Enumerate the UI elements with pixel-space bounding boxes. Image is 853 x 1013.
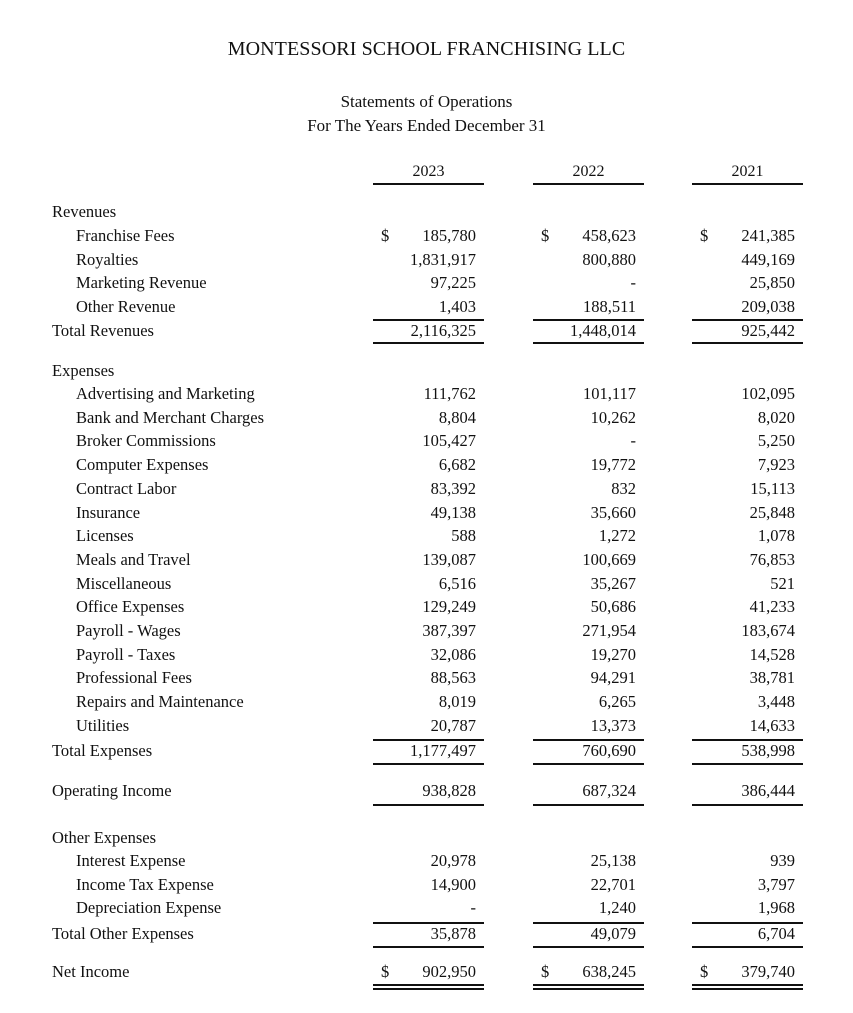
value-cell bbox=[533, 962, 644, 984]
value-cell bbox=[533, 741, 644, 763]
value-cell bbox=[373, 321, 484, 343]
amount: 129,249 bbox=[422, 597, 476, 617]
amount: 185,780 bbox=[422, 226, 476, 245]
amount: 1,831,917 bbox=[410, 249, 476, 269]
other-expense-row bbox=[0, 851, 853, 875]
other-expense-row bbox=[0, 898, 853, 922]
value-cell bbox=[692, 250, 803, 272]
amount: 902,950 bbox=[422, 962, 476, 981]
statement-period: For The Years Ended December 31 bbox=[307, 116, 546, 135]
row-label: Bank and Merchant Charges bbox=[76, 407, 265, 427]
value-cell bbox=[692, 297, 803, 319]
revenue-row bbox=[0, 226, 853, 250]
amount: - bbox=[470, 898, 476, 918]
value-cell bbox=[373, 692, 484, 714]
underline bbox=[692, 804, 803, 806]
row-label: Advertising and Marketing bbox=[76, 384, 255, 403]
amount: 7,923 bbox=[757, 455, 795, 475]
amount: 241,385 bbox=[741, 226, 795, 245]
underline bbox=[533, 763, 644, 765]
value-cell bbox=[533, 898, 644, 920]
amount: 938,828 bbox=[422, 781, 476, 800]
row-label: Contract Labor bbox=[76, 478, 177, 498]
value-cell bbox=[692, 273, 803, 295]
amount: 25,848 bbox=[749, 502, 795, 522]
value-cell bbox=[373, 526, 484, 548]
value-cell bbox=[692, 455, 803, 477]
amount: 20,787 bbox=[430, 715, 476, 735]
value-cell bbox=[373, 574, 484, 596]
row-label: Total Revenues bbox=[52, 321, 154, 340]
currency-symbol: $ bbox=[541, 962, 550, 981]
amount: 3,448 bbox=[757, 692, 795, 712]
amount: 6,516 bbox=[438, 573, 476, 593]
row-label: Total Other Expenses bbox=[52, 924, 194, 943]
amount: 13,373 bbox=[590, 715, 636, 735]
amount: 6,682 bbox=[438, 455, 476, 475]
amount: 35,878 bbox=[430, 924, 476, 943]
expense-row bbox=[0, 455, 853, 479]
amount: 14,528 bbox=[749, 644, 795, 664]
amount: 1,448,014 bbox=[570, 321, 636, 340]
value-cell bbox=[373, 479, 484, 501]
amount: 1,177,497 bbox=[410, 741, 476, 760]
underline bbox=[692, 342, 803, 344]
row-label: Computer Expenses bbox=[76, 455, 209, 475]
row-label: Other Revenue bbox=[76, 297, 176, 317]
amount: 139,087 bbox=[422, 549, 476, 569]
value-cell bbox=[692, 781, 803, 803]
value-cell bbox=[373, 226, 484, 248]
value-cell bbox=[692, 741, 803, 763]
amount: 271,954 bbox=[582, 621, 636, 640]
currency-symbol: $ bbox=[700, 962, 709, 981]
row-label: Licenses bbox=[76, 526, 134, 546]
value-cell bbox=[373, 550, 484, 572]
expense-row bbox=[0, 503, 853, 527]
amount: 41,233 bbox=[749, 597, 795, 617]
value-cell bbox=[533, 692, 644, 714]
row-label: Expenses bbox=[52, 361, 115, 380]
value-cell bbox=[373, 503, 484, 525]
row-label: Revenues bbox=[52, 202, 117, 221]
expense-row bbox=[0, 550, 853, 574]
value-cell bbox=[692, 431, 803, 453]
value-cell bbox=[692, 621, 803, 643]
amount: 760,690 bbox=[582, 741, 636, 760]
value-cell bbox=[533, 781, 644, 803]
amount: 20,978 bbox=[430, 851, 476, 870]
double-underline bbox=[692, 984, 803, 990]
amount: 100,669 bbox=[582, 549, 636, 569]
amount: 6,704 bbox=[757, 924, 795, 943]
underline bbox=[533, 804, 644, 806]
value-cell bbox=[692, 898, 803, 920]
double-underline bbox=[373, 984, 484, 990]
amount: 638,245 bbox=[582, 962, 636, 981]
underline bbox=[692, 946, 803, 948]
row-label: Interest Expense bbox=[76, 851, 186, 870]
value-cell bbox=[692, 503, 803, 525]
row-label: Operating Income bbox=[52, 781, 172, 800]
row-label: Royalties bbox=[76, 249, 139, 269]
value-cell bbox=[533, 851, 644, 873]
row-label: Office Expenses bbox=[76, 597, 185, 617]
amount: 35,660 bbox=[590, 502, 636, 522]
value-cell bbox=[533, 321, 644, 343]
underline bbox=[533, 946, 644, 948]
expense-row bbox=[0, 716, 853, 740]
section-heading-other-expenses bbox=[0, 828, 853, 852]
row-label: Other Expenses bbox=[52, 828, 157, 847]
amount: 88,563 bbox=[430, 668, 476, 688]
amount: 1,968 bbox=[757, 898, 795, 918]
expense-row bbox=[0, 479, 853, 503]
currency-symbol: $ bbox=[700, 226, 709, 245]
expense-row bbox=[0, 668, 853, 692]
value-cell bbox=[373, 645, 484, 667]
value-cell bbox=[533, 503, 644, 525]
value-cell bbox=[692, 574, 803, 596]
amount: 449,169 bbox=[741, 249, 795, 269]
value-cell bbox=[533, 550, 644, 572]
operating-income-row bbox=[0, 781, 853, 805]
amount: 19,270 bbox=[590, 644, 636, 664]
amount: 209,038 bbox=[741, 297, 795, 317]
amount: 800,880 bbox=[582, 249, 636, 269]
value-cell bbox=[692, 321, 803, 343]
amount: 6,265 bbox=[598, 692, 636, 712]
row-label: Payroll - Taxes bbox=[76, 644, 176, 664]
amount: 105,427 bbox=[422, 431, 476, 451]
value-cell bbox=[373, 924, 484, 946]
value-cell bbox=[692, 692, 803, 714]
amount: 8,804 bbox=[438, 407, 476, 427]
value-cell bbox=[692, 668, 803, 690]
value-cell bbox=[373, 431, 484, 453]
underline bbox=[373, 804, 484, 806]
revenue-row bbox=[0, 250, 853, 274]
amount: 15,113 bbox=[750, 478, 795, 498]
value-cell bbox=[373, 875, 484, 897]
statement-title: Statements of Operations bbox=[340, 92, 513, 111]
amount: 2,116,325 bbox=[410, 321, 476, 340]
total-expenses-row bbox=[0, 741, 853, 765]
expense-row bbox=[0, 597, 853, 621]
value-cell bbox=[533, 526, 644, 548]
currency-symbol: $ bbox=[541, 226, 550, 245]
section-heading-expenses bbox=[0, 361, 853, 385]
underline bbox=[533, 342, 644, 344]
year-header-2022: 2022 bbox=[533, 163, 644, 185]
amount: 387,397 bbox=[422, 621, 476, 640]
value-cell bbox=[373, 297, 484, 319]
amount: 25,138 bbox=[590, 851, 636, 870]
amount: 49,138 bbox=[430, 502, 476, 522]
revenue-row bbox=[0, 273, 853, 297]
amount: 14,900 bbox=[430, 874, 476, 894]
company-name: MONTESSORI SCHOOL FRANCHISING LLC bbox=[227, 38, 626, 60]
row-label: Payroll - Wages bbox=[76, 621, 181, 640]
expense-row bbox=[0, 431, 853, 455]
amount: 8,020 bbox=[757, 407, 795, 427]
amount: - bbox=[630, 273, 636, 293]
value-cell bbox=[533, 924, 644, 946]
value-cell bbox=[692, 408, 803, 430]
expense-row bbox=[0, 692, 853, 716]
row-label: Broker Commissions bbox=[76, 431, 216, 451]
value-cell bbox=[533, 574, 644, 596]
row-label: Repairs and Maintenance bbox=[76, 692, 244, 712]
amount: 5,250 bbox=[757, 431, 795, 451]
amount: 188,511 bbox=[582, 297, 636, 317]
amount: 14,633 bbox=[749, 715, 795, 735]
expense-row bbox=[0, 645, 853, 669]
value-cell bbox=[533, 621, 644, 643]
amount: 97,225 bbox=[430, 273, 476, 293]
row-label: Total Expenses bbox=[52, 741, 153, 760]
value-cell bbox=[533, 455, 644, 477]
amount: 76,853 bbox=[749, 549, 795, 569]
value-cell bbox=[533, 250, 644, 272]
value-cell bbox=[373, 898, 484, 920]
value-cell bbox=[533, 431, 644, 453]
amount: 925,442 bbox=[741, 321, 795, 340]
amount: 939 bbox=[770, 851, 795, 870]
value-cell bbox=[533, 716, 644, 738]
amount: 1,403 bbox=[438, 297, 476, 317]
value-cell bbox=[373, 621, 484, 643]
value-cell bbox=[692, 479, 803, 501]
amount: 687,324 bbox=[582, 781, 636, 800]
amount: 588 bbox=[451, 526, 476, 546]
expense-row bbox=[0, 574, 853, 598]
amount: 111,762 bbox=[423, 384, 476, 403]
row-label: Depreciation Expense bbox=[76, 898, 222, 918]
value-cell bbox=[373, 455, 484, 477]
section-heading-revenues bbox=[0, 202, 853, 226]
amount: 102,095 bbox=[741, 384, 795, 403]
value-cell bbox=[533, 297, 644, 319]
amount: 32,086 bbox=[430, 644, 476, 664]
value-cell bbox=[533, 384, 644, 406]
row-label: Miscellaneous bbox=[76, 573, 172, 593]
total-other-expenses-row bbox=[0, 924, 853, 948]
amount: 50,686 bbox=[590, 597, 636, 617]
revenue-row bbox=[0, 297, 853, 321]
year-header-2021: 2021 bbox=[692, 163, 803, 185]
row-label: Professional Fees bbox=[76, 668, 192, 688]
amount: 1,272 bbox=[598, 526, 636, 546]
amount: 458,623 bbox=[582, 226, 636, 245]
value-cell bbox=[533, 597, 644, 619]
value-cell bbox=[373, 851, 484, 873]
underline bbox=[373, 946, 484, 948]
expense-row bbox=[0, 526, 853, 550]
year-header-2023: 2023 bbox=[373, 163, 484, 185]
underline bbox=[373, 342, 484, 344]
value-cell bbox=[692, 716, 803, 738]
amount: 94,291 bbox=[590, 668, 636, 688]
amount: 22,701 bbox=[590, 874, 636, 894]
value-cell bbox=[373, 716, 484, 738]
value-cell bbox=[373, 962, 484, 984]
value-cell bbox=[373, 384, 484, 406]
amount: 379,740 bbox=[741, 962, 795, 981]
value-cell bbox=[692, 550, 803, 572]
amount: - bbox=[630, 431, 636, 451]
row-label: Franchise Fees bbox=[76, 226, 175, 245]
value-cell bbox=[373, 597, 484, 619]
value-cell bbox=[692, 226, 803, 248]
row-label: Meals and Travel bbox=[76, 549, 191, 569]
value-cell bbox=[692, 851, 803, 873]
amount: 538,998 bbox=[741, 741, 795, 760]
expense-row bbox=[0, 621, 853, 645]
other-expense-row bbox=[0, 875, 853, 899]
value-cell bbox=[533, 479, 644, 501]
value-cell bbox=[692, 875, 803, 897]
value-cell bbox=[533, 875, 644, 897]
value-cell bbox=[533, 226, 644, 248]
amount: 3,797 bbox=[757, 874, 795, 894]
amount: 49,079 bbox=[590, 924, 636, 943]
amount: 83,392 bbox=[430, 478, 476, 498]
double-underline bbox=[533, 984, 644, 990]
amount: 1,240 bbox=[598, 898, 636, 918]
value-cell bbox=[373, 741, 484, 763]
expense-row bbox=[0, 384, 853, 408]
amount: 38,781 bbox=[749, 668, 795, 688]
expense-row bbox=[0, 408, 853, 432]
amount: 1,078 bbox=[757, 526, 795, 546]
currency-symbol: $ bbox=[381, 962, 390, 981]
underline bbox=[373, 763, 484, 765]
amount: 10,262 bbox=[590, 407, 636, 427]
amount: 386,444 bbox=[741, 781, 795, 800]
value-cell bbox=[373, 250, 484, 272]
amount: 832 bbox=[611, 478, 636, 498]
value-cell bbox=[373, 668, 484, 690]
value-cell bbox=[373, 408, 484, 430]
value-cell bbox=[533, 668, 644, 690]
amount: 19,772 bbox=[590, 455, 636, 475]
net-income-row bbox=[0, 962, 853, 986]
amount: 35,267 bbox=[590, 573, 636, 593]
amount: 25,850 bbox=[749, 273, 795, 293]
value-cell bbox=[373, 781, 484, 803]
value-cell bbox=[692, 384, 803, 406]
value-cell bbox=[692, 962, 803, 984]
row-label: Income Tax Expense bbox=[76, 874, 214, 894]
underline bbox=[692, 763, 803, 765]
row-label: Insurance bbox=[76, 502, 141, 522]
value-cell bbox=[692, 924, 803, 946]
value-cell bbox=[692, 597, 803, 619]
row-label: Net Income bbox=[52, 962, 130, 981]
amount: 183,674 bbox=[741, 621, 795, 640]
value-cell bbox=[533, 273, 644, 295]
amount: 101,117 bbox=[582, 384, 636, 403]
amount: 8,019 bbox=[438, 692, 476, 712]
value-cell bbox=[533, 645, 644, 667]
value-cell bbox=[373, 273, 484, 295]
amount: 521 bbox=[770, 573, 795, 593]
row-label: Utilities bbox=[76, 715, 130, 735]
row-label: Marketing Revenue bbox=[76, 273, 207, 293]
value-cell bbox=[692, 645, 803, 667]
value-cell bbox=[533, 408, 644, 430]
currency-symbol: $ bbox=[381, 226, 390, 245]
value-cell bbox=[692, 526, 803, 548]
